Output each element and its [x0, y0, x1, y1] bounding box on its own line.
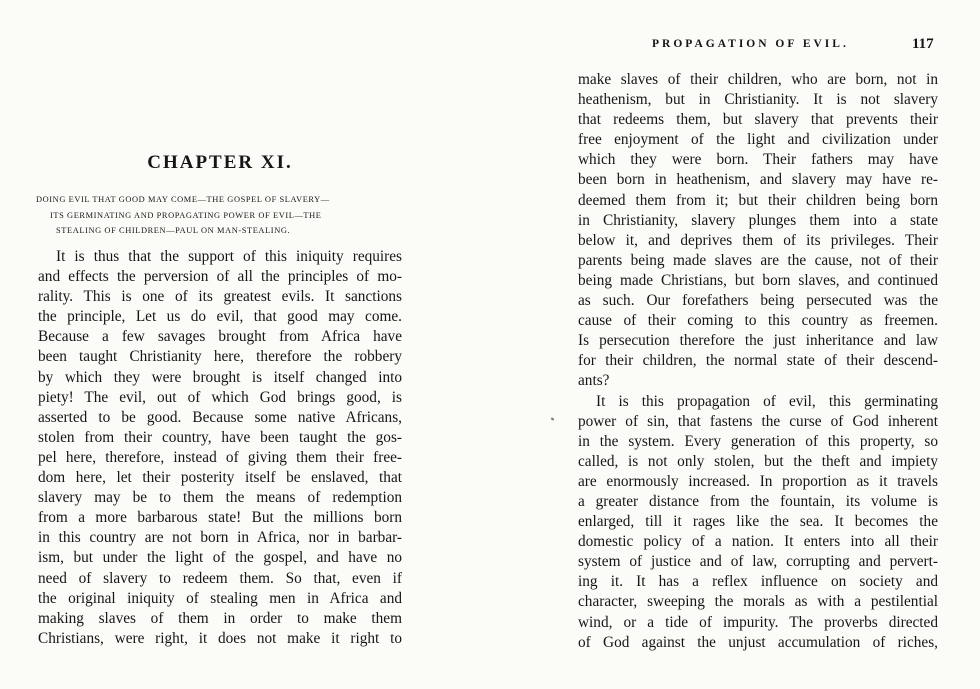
- text-line: ants?: [578, 372, 610, 390]
- text-line: in this country are not born in Africa, nor in barbar-: [38, 529, 402, 547]
- left-page: [0, 0, 440, 689]
- text-line: for their children, the normal state of their descend-: [578, 352, 938, 370]
- text-line: pel here, therefore, instead of giving them their free-: [38, 448, 402, 466]
- text-line: dom here, let their posterity itself be enslaved, that: [38, 469, 402, 487]
- text-line: It is thus that the support of this iniquity requires: [56, 248, 402, 265]
- text-line: called, is not only stolen, but the theft and impiety: [578, 452, 938, 470]
- text-line: deemed them from it; but their children being born: [578, 191, 938, 209]
- running-head: PROPAGATION OF EVIL.: [652, 38, 849, 50]
- text-line: asserted to be good. Because some native Africans,: [38, 408, 402, 426]
- text-line: character, sweeping the morals as with a pestilential: [578, 593, 938, 611]
- text-line: in the system. Every generation of this property, so: [578, 432, 938, 450]
- text-line: enlarged, till it rages like the sea. It becomes the: [578, 513, 938, 531]
- chapter-title: CHAPTER XI.: [147, 152, 293, 173]
- text-line: parents being made slaves are the cause, not of their: [578, 251, 938, 269]
- text-line: been born in heathenism, and slavery may have re-: [578, 171, 938, 189]
- text-line: the principle, Let us do evil, that good may come.: [38, 308, 402, 326]
- text-line: wind, or a tide of impurity. The proverbs directed: [578, 613, 938, 631]
- text-line: in Christianity, slavery plunges them into a state: [578, 211, 938, 229]
- text-line: a greater distance from the fountain, its volume is: [578, 492, 938, 510]
- text-line: which they were born. Their fathers may have: [578, 151, 938, 169]
- text-line: as such. Our forefathers being persecuted was the: [578, 292, 938, 310]
- text-line: are enormously increased. In proportion as it travels: [578, 472, 938, 490]
- text-line: of God against the unjust accumulation of riches,: [578, 633, 938, 651]
- text-line: cause of their coming to this country as freemen.: [578, 312, 938, 330]
- text-line: system of justice and of law, corrupting and pervert-: [578, 553, 938, 571]
- text-line: from a more barbarous state! But the millions born: [38, 509, 402, 527]
- left-body-text: [38, 247, 402, 649]
- text-line: slavery may be to them the means of redemption: [38, 489, 402, 507]
- text-line: and effects the perversion of all the principles of mo-: [38, 268, 402, 286]
- text-line: below it, and deprives them of its privileges. Their: [578, 231, 938, 249]
- text-line: ing it. It has a reflex influence on society and: [578, 573, 938, 591]
- text-line: ism, but under the light of the gospel, and have no: [38, 549, 402, 567]
- text-line: Is persecution therefore the just inheritance and law: [578, 332, 938, 350]
- text-line: It is this propagation of evil, this germinating: [596, 392, 938, 410]
- summary-line: ITS GERMINATING AND PROPAGATING POWER OF EVIL—THE: [50, 210, 322, 220]
- text-line: piety! The evil, out of which God brings good, is: [38, 388, 402, 406]
- summary-line: DOING EVIL THAT GOOD MAY COME—THE GOSPEL OF SLAVERY—: [36, 195, 330, 204]
- chapter-summary: [36, 192, 402, 239]
- text-line: the original iniquity of stealing men in Africa and: [38, 589, 402, 607]
- text-line: free enjoyment of the light and civilization under: [578, 131, 938, 149]
- text-line: make slaves of their children, who are born, not in: [578, 71, 938, 88]
- text-line: by which they were brought is itself changed into: [38, 368, 402, 386]
- text-line: need of slavery to redeem them. So that, even if: [38, 569, 402, 587]
- text-line: Christians, were right, it does not make it right to: [38, 629, 402, 647]
- text-line: making slaves of them in order to make them: [38, 609, 402, 627]
- text-line: heathenism, but in Christianity. It is not slavery: [578, 91, 938, 109]
- page-number: 117: [912, 36, 934, 52]
- text-line: rality. This is one of its greatest evils. It sanctions: [38, 288, 402, 306]
- right-body-text: [578, 70, 938, 653]
- text-line: domestic policy of a nation. It enters into all their: [578, 533, 938, 551]
- text-line: power of sin, that fastens the curse of God inherent: [578, 412, 938, 430]
- text-line: been taught Christianity here, therefore the robbery: [38, 348, 402, 366]
- text-line: stolen from their country, have been taught the gos-: [38, 428, 402, 446]
- text-line: Because a few savages brought from Africa have: [38, 328, 402, 346]
- text-line: that redeems them, but slavery that prevents their: [578, 111, 938, 129]
- summary-line: STEALING OF CHILDREN—PAUL ON MAN-STEALING.: [56, 226, 291, 235]
- text-line: being made Christians, but born slaves, and continued: [578, 271, 938, 289]
